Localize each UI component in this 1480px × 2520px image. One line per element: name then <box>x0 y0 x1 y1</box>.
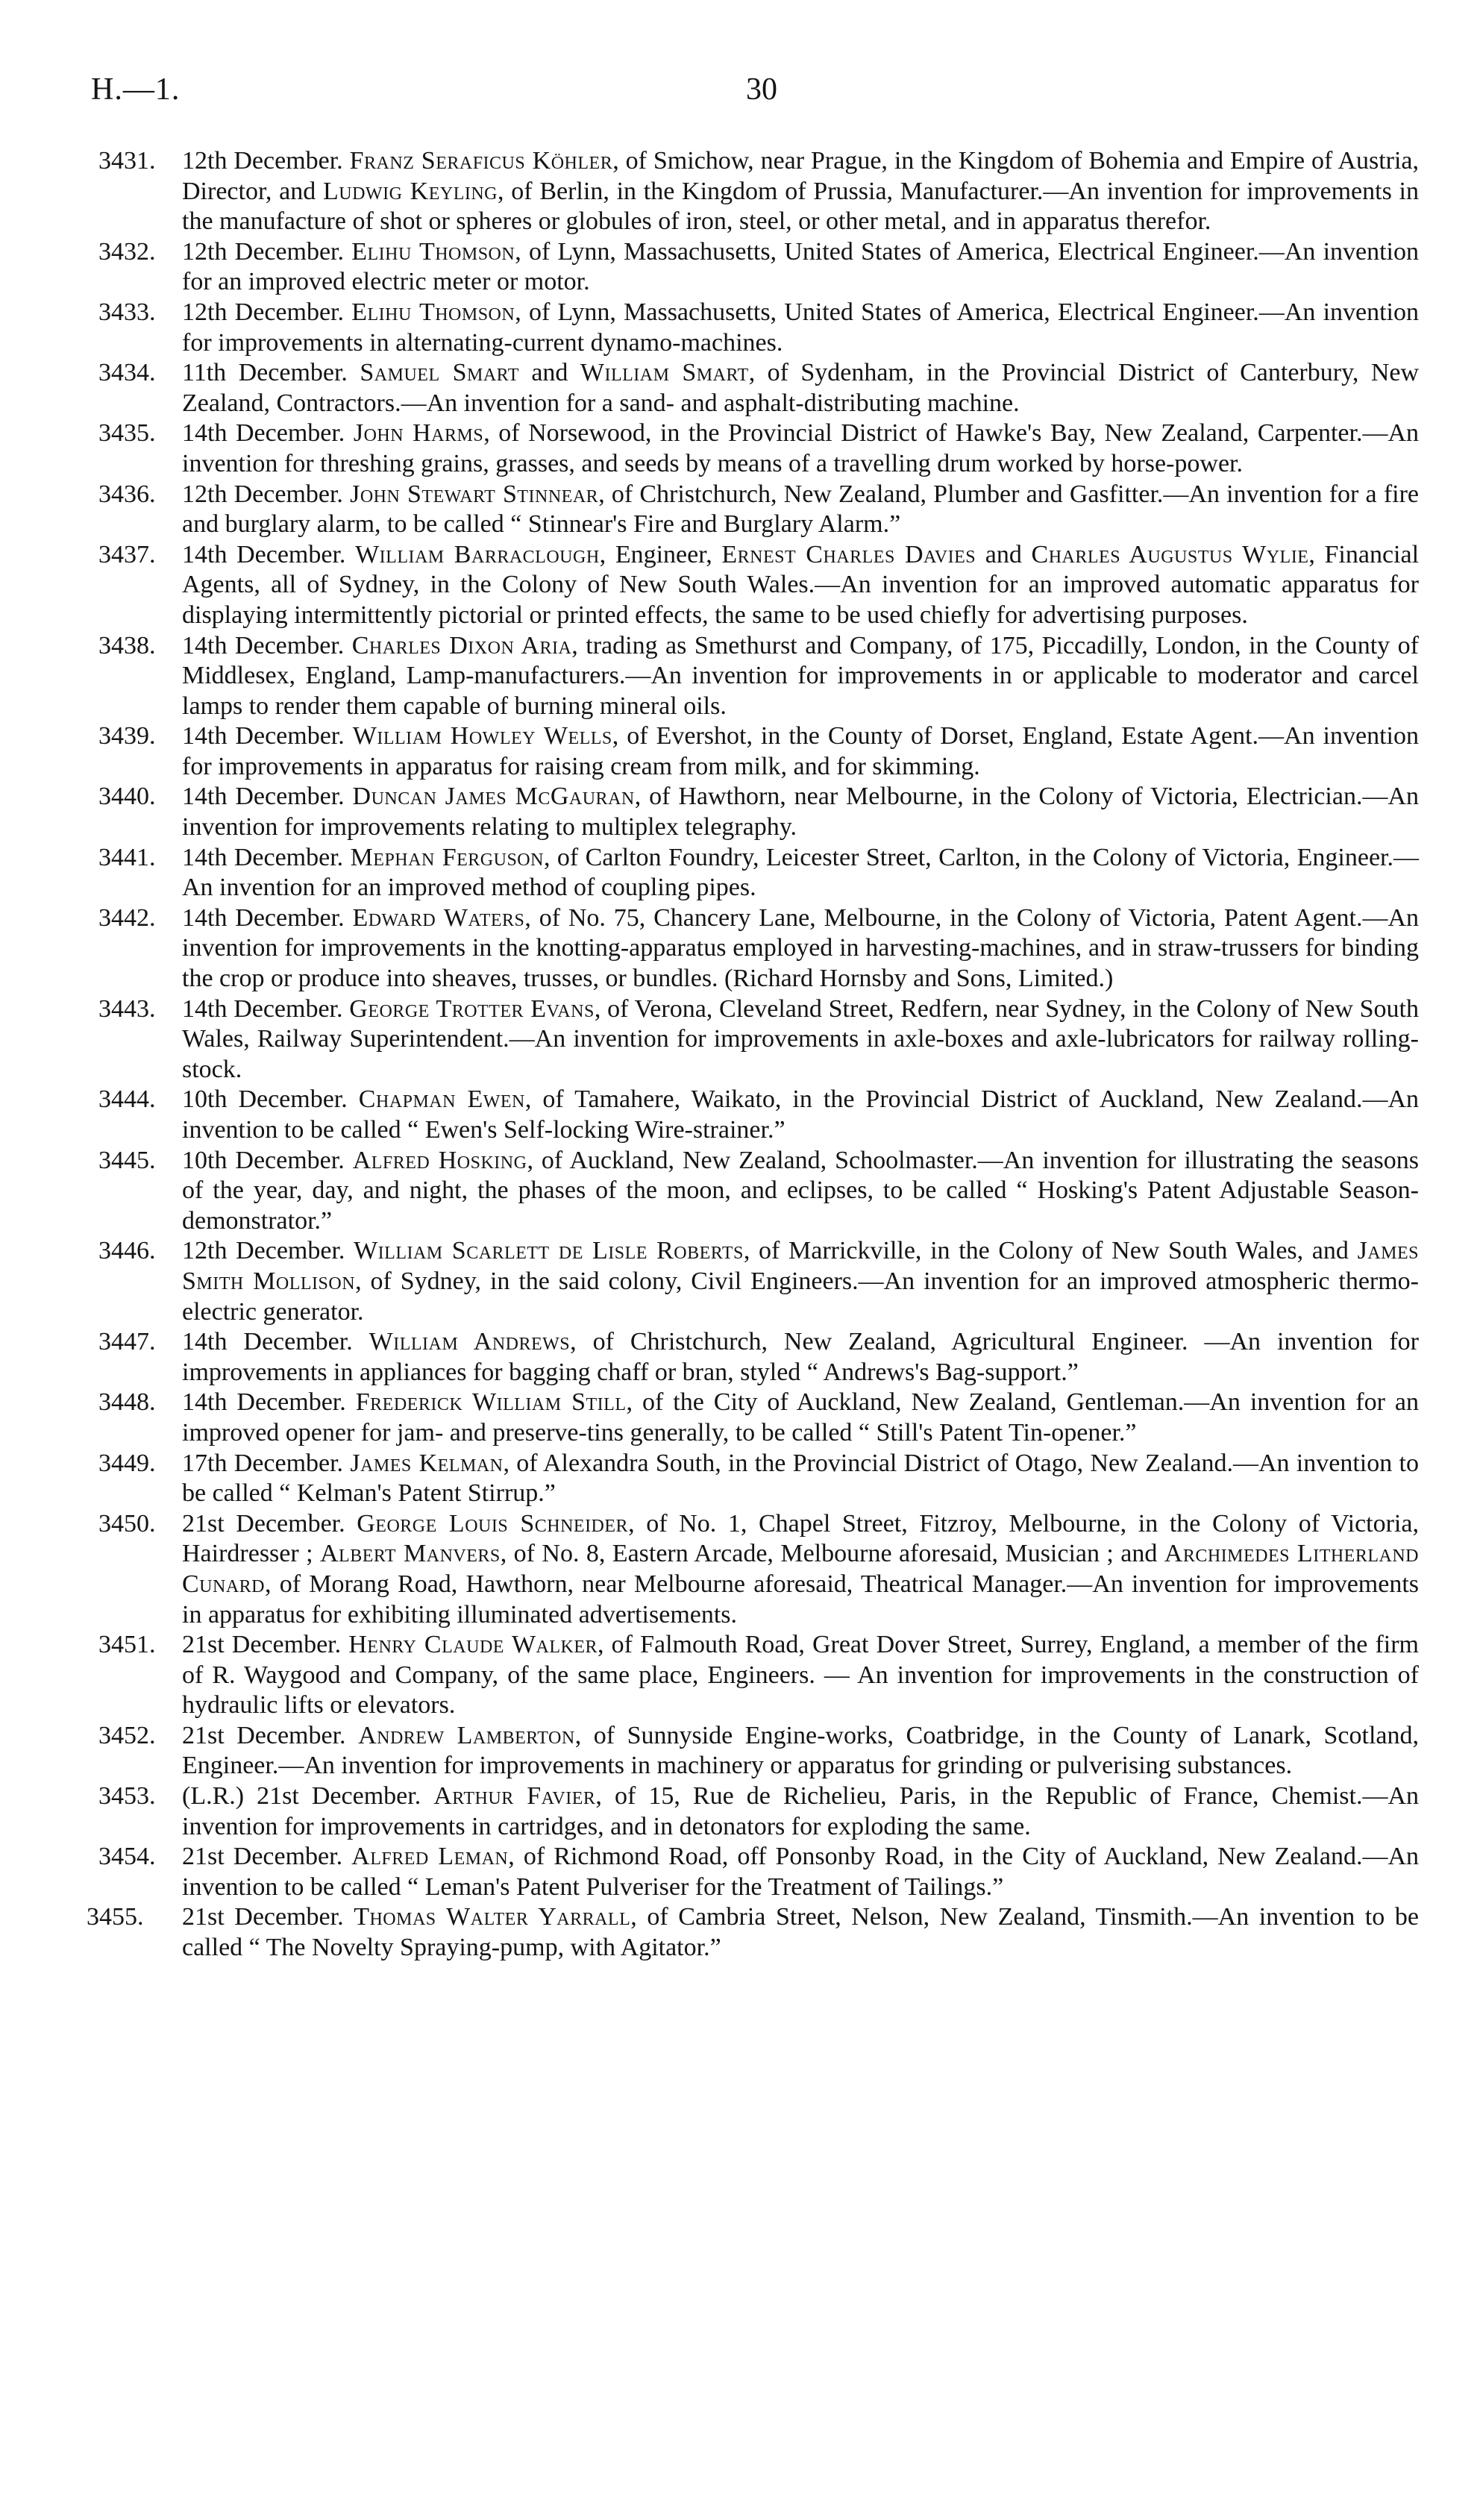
entry-text <box>182 1388 1419 1447</box>
entry-text-segment: , of Christchurch, New Zealand, Agricultural Engineer. —An invention for improvements in appliances for bagging chaff or bran, styled “ Andrews's Bag-support.” <box>182 1328 1419 1386</box>
entry-text-segment: , of Sunnyside Engine-works, Coatbridge, in the County of Lanark, Scotland, Engineer.—An invention for improvements in machinery or apparatus for grinding or pulverising substances. <box>182 1721 1419 1780</box>
patent-entry <box>91 1721 1419 1781</box>
entry-text <box>182 147 1419 235</box>
entry-text-segment: , Financial Agents, all of Sydney, in the Colony of New South Wales.—An invention for an improved automatic apparatus for displaying intermittently pictorial or printed effects, the same to be used chiefly for advertising purposes. <box>182 540 1420 629</box>
applicant-name: Elihu Thomson <box>351 237 515 266</box>
applicant-name: George Trotter Evans <box>349 994 595 1023</box>
entry-text <box>182 1903 1419 1961</box>
patent-entries-list <box>87 146 1420 1963</box>
entry-text-segment: , of Sydenham, in the Provincial District of Canterbury, New Zealand, Contractors.—An invention for a sand- and asphalt-distributing machine. <box>182 359 1420 417</box>
entry-text-segment: , of No. 8, Eastern Arcade, Melbourne aforesaid, Musician ; and <box>500 1540 1164 1568</box>
entry-number: 3447. <box>98 1328 156 1356</box>
entry-text-segment: 10th December. <box>182 1085 359 1114</box>
applicant-name: Andrew Lamberton <box>358 1721 575 1749</box>
applicant-name: James Kelman <box>350 1449 504 1477</box>
entry-number: 3440. <box>98 783 156 811</box>
applicant-name: William Andrews <box>369 1328 571 1356</box>
entry-text <box>182 844 1419 902</box>
entry-text-segment: , of Richmond Road, off Ponsonby Road, in the City of Auckland, New Zealand.—An invention to be called “ Leman's Patent Pulveriser for the Treatment of Tailings.” <box>182 1843 1419 1901</box>
entry-text-segment: 12th December. <box>182 237 352 266</box>
applicant-name: William Scarlett de Lisle Roberts <box>354 1237 744 1265</box>
patent-entry <box>91 1327 1419 1388</box>
applicant-name: William Barraclough <box>355 540 600 568</box>
entry-text <box>182 1328 1419 1386</box>
entry-text-segment: 14th December. <box>182 843 351 871</box>
entry-text-segment: and <box>976 540 1032 568</box>
entry-text-segment: , of No. 1, Chapel Street, Fitzroy, Melbourne, in the Colony of Victoria, Hairdresser ; <box>182 1509 1419 1568</box>
entry-text <box>182 419 1419 477</box>
page-number: 30 <box>746 72 777 107</box>
patent-entry <box>91 1781 1419 1842</box>
entry-text-segment: 21st December. <box>182 1721 359 1749</box>
entry-text <box>182 1843 1419 1901</box>
entry-number: 3442. <box>98 903 156 932</box>
patent-entry <box>91 843 1419 903</box>
entry-number: 3450. <box>98 1509 156 1538</box>
entry-number: 3451. <box>98 1631 156 1659</box>
entry-number: 3434. <box>98 359 156 387</box>
entry-number: 3438. <box>98 631 156 659</box>
entry-text-segment: 12th December. <box>182 147 350 175</box>
entry-text-segment: , of the City of Auckland, New Zealand, Gentleman.—An invention for an improved opener for jam- and preserve-tins generally, to be called “ Still's Patent Tin-opener.” <box>182 1388 1419 1447</box>
entry-text-segment: (L.R.) 21st December. <box>182 1782 434 1811</box>
entry-text-segment: 21st December. <box>182 1509 357 1538</box>
entry-text-segment: , of 15, Rue de Richelieu, Paris, in the Republic of France, Chemist.—An invention for improvements in cartridges, and in detonators for exploding the same. <box>182 1782 1419 1840</box>
entry-text <box>182 1722 1419 1780</box>
patent-entry <box>91 540 1419 631</box>
patent-entry <box>91 903 1419 994</box>
entry-text-segment: 11th December. <box>182 359 360 387</box>
entry-text-segment: , of Tamahere, Waikato, in the Provincial District of Auckland, New Zealand.—An invention to be called “ Ewen's Self-locking Wire-strainer.” <box>182 1085 1419 1144</box>
entry-number: 3436. <box>98 480 156 508</box>
entry-text-segment: , of Cambria Street, Nelson, New Zealand, Tinsmith.—An invention to be called “ The Novelty Spraying-pump, with Agitator.” <box>182 1903 1419 1962</box>
entry-text-segment: 14th December. <box>182 1328 369 1356</box>
entry-number: 3454. <box>98 1843 156 1871</box>
entry-text-segment: , of Evershot, in the County of Dorset, England, Estate Agent.—An invention for improvements in apparatus for raising cream from milk, and for skimming. <box>182 722 1419 780</box>
entry-text <box>182 298 1419 357</box>
patent-entry <box>91 721 1419 782</box>
entry-text <box>182 722 1419 780</box>
patent-entry <box>91 631 1419 722</box>
applicant-name: Edward Waters <box>352 903 525 932</box>
entry-text-segment: 10th December. <box>182 1146 353 1174</box>
applicant-name: Arthur Favier <box>433 1782 596 1811</box>
entry-number: 3453. <box>98 1782 156 1811</box>
entry-text-segment: , of Verona, Cleveland Street, Redfern, near Sydney, in the Colony of New South Wales, Railway Superintendent.—An invention for improvements in axle-boxes and axle-lubricators for railway rolling-stock. <box>182 994 1419 1083</box>
entry-text-segment: 12th December. <box>182 298 352 326</box>
entry-text <box>182 783 1419 841</box>
patent-entry <box>91 1388 1419 1448</box>
entry-number: 3439. <box>98 722 156 750</box>
applicant-name: John Harms <box>353 419 484 448</box>
patent-entry <box>91 782 1419 842</box>
entry-text-segment: , of Falmouth Road, Great Dover Street, Surrey, England, a member of the firm of R. Waygood and Company, of the same place, Engineers. — An invention for improvements in the construction of hydraulic lifts or elevators. <box>182 1631 1419 1720</box>
entry-number: 3455. <box>87 1903 144 1931</box>
patent-entry <box>91 1630 1419 1721</box>
entry-text-segment: , of Lynn, Massachusetts, United States of America, Electrical Engineer.—An invention for improvements in alternating-current dynamo-machines. <box>182 298 1419 357</box>
entry-number: 3433. <box>98 298 156 326</box>
patent-entry <box>91 480 1419 540</box>
entry-text <box>182 1449 1419 1508</box>
applicant-name: Archimedes Litherland Cunard <box>182 1540 1420 1598</box>
applicant-name: Albert Manvers <box>319 1540 501 1568</box>
entry-text-segment: , of No. 75, Chancery Lane, Melbourne, in the Colony of Victoria, Patent Agent.—An invention for improvements in the knotting-apparatus employed in harvesting-machines, and in straw-trussers for binding the crop or produce into sheaves, trusses, or bundles. (Richard Hornsby and Sons, Limited.) <box>182 903 1419 993</box>
entry-text <box>182 1782 1419 1840</box>
applicant-name: Franz Seraficus Köhler <box>349 147 613 175</box>
applicant-name: Samuel Smart <box>360 359 519 387</box>
entry-text <box>182 904 1419 992</box>
entry-text-segment: 21st December. <box>182 1843 352 1871</box>
entry-text-segment: 14th December. <box>182 540 356 568</box>
entry-number: 3431. <box>98 147 156 175</box>
entry-text <box>182 359 1419 417</box>
entry-text <box>182 1085 1419 1144</box>
applicant-name: John Stewart Stinnear <box>350 480 599 508</box>
applicant-name: Henry Claude Walker <box>348 1631 598 1659</box>
applicant-name: James Smith Mollison <box>182 1237 1419 1295</box>
entry-text-segment: 12th December. <box>182 1237 354 1265</box>
patent-entry <box>91 237 1419 298</box>
entry-number: 3437. <box>98 540 156 568</box>
entry-text <box>182 1631 1419 1719</box>
entry-text-segment: 21st December. <box>182 1631 349 1659</box>
entry-text-segment: , of Hawthorn, near Melbourne, in the Colony of Victoria, Electrician.—An invention for improvements relating to multiplex telegraphy. <box>182 783 1419 841</box>
entry-number: 3452. <box>98 1721 156 1749</box>
entry-number: 3449. <box>98 1449 156 1477</box>
patent-entry <box>91 146 1419 237</box>
entry-text-segment: 14th December. <box>182 1388 356 1417</box>
entry-text <box>182 238 1419 296</box>
entry-text-segment: 12th December. <box>182 480 351 508</box>
entry-number: 3444. <box>98 1085 156 1114</box>
applicant-name: Mephan Ferguson <box>350 843 544 871</box>
applicant-name: Charles Augustus Wylie <box>1031 540 1309 568</box>
entry-text-segment: and <box>518 359 580 387</box>
applicant-name: Ernest Charles Davies <box>721 540 976 568</box>
applicant-name: Alfred Hosking <box>352 1146 527 1174</box>
entry-text-segment: , of Norsewood, in the Provincial District of Hawke's Bay, New Zealand, Carpenter.—An invention for threshing grains, grasses, and seeds by means of a travelling drum worked by horse-power. <box>182 419 1419 477</box>
applicant-name: Ludwig Keyling <box>323 177 498 205</box>
entry-text-segment: , Engineer, <box>599 540 722 568</box>
entry-text-segment: , of Marrickville, in the Colony of New South Wales, and <box>743 1237 1358 1265</box>
applicant-name: Duncan James McGauran <box>352 783 635 811</box>
patent-entry <box>91 1449 1419 1509</box>
applicant-name: William Smart <box>580 359 749 387</box>
entry-text-segment: , of Christchurch, New Zealand, Plumber and Gasfitter.—An invention for a fire and burglary alarm, to be called “ Stinnear's Fire and Burglary Alarm.” <box>182 480 1419 539</box>
page-header <box>91 72 1419 116</box>
patent-entry <box>91 1509 1419 1630</box>
entry-text-segment: , trading as Smethurst and Company, of 175, Piccadilly, London, in the County of Middlesex, England, Lamp-manufacturers.—An invention for improvements in or applicable to moderator and carcel lamps to render them capable of burning mineral oils. <box>182 631 1419 720</box>
entry-text-segment: 14th December. <box>182 783 353 811</box>
entry-number: 3432. <box>98 237 156 266</box>
entry-text <box>182 480 1419 539</box>
applicant-name: William Howley Wells <box>352 722 612 750</box>
entry-text <box>182 1147 1419 1235</box>
patent-entry <box>87 1902 1419 1963</box>
patent-entry <box>91 1236 1419 1327</box>
entry-text <box>182 1237 1419 1325</box>
patent-entry <box>91 1842 1419 1902</box>
applicant-name: Alfred Leman <box>351 1843 509 1871</box>
entry-text <box>182 541 1419 629</box>
patent-entry <box>91 994 1419 1085</box>
entry-text-segment: 14th December. <box>182 631 352 659</box>
entry-text-segment: , of Carlton Foundry, Leicester Street, Carlton, in the Colony of Victoria, Engineer.—An invention for an improved method of coupling pipes. <box>182 843 1419 902</box>
applicant-name: Chapman Ewen <box>358 1085 525 1114</box>
entry-text-segment: 21st December. <box>182 1903 354 1931</box>
entry-text-segment: , of Auckland, New Zealand, Schoolmaster.—An invention for illustrating the seasons of the year, day, and night, the phases of the moon, and eclipses, to be called “ Hosking's Patent Adjustable Season-demonstrator.” <box>182 1146 1419 1235</box>
entry-number: 3435. <box>98 419 156 448</box>
patent-entry <box>91 358 1419 419</box>
applicant-name: Elihu Thomson <box>351 298 515 326</box>
entry-text <box>182 632 1419 720</box>
entry-text-segment: , of Sydney, in the said colony, Civil Engineers.—An invention for an improved atmospheric thermo-electric generator. <box>182 1267 1420 1326</box>
entry-text-segment: , of Alexandra South, in the Provincial District of Otago, New Zealand.—An invention to be called “ Kelman's Patent Stirrup.” <box>182 1449 1419 1508</box>
entry-number: 3448. <box>98 1388 156 1417</box>
entry-text-segment: , of Berlin, in the Kingdom of Prussia, Manufacturer.—An invention for improvements in the manufacture of shot or spheres or globules of iron, steel, or other metal, and in apparatus therefor. <box>182 177 1419 236</box>
applicant-name: Frederick William Still <box>355 1388 627 1417</box>
document-reference: H.—1. <box>91 72 181 107</box>
entry-text-segment: 14th December. <box>182 419 354 448</box>
entry-text-segment: 14th December. <box>182 903 353 932</box>
entry-text-segment: , of Morang Road, Hawthorn, near Melbourne aforesaid, Theatrical Manager.—An invention for improvements in apparatus for exhibiting illuminated advertisements. <box>182 1570 1419 1629</box>
applicant-name: Thomas Walter Yarrall <box>354 1903 631 1931</box>
applicant-name: Charles Dixon Aria <box>351 631 572 659</box>
patent-entry <box>91 419 1419 479</box>
entry-number: 3446. <box>98 1237 156 1265</box>
entry-text-segment: 17th December. <box>182 1449 351 1477</box>
patent-entry <box>91 298 1419 358</box>
entry-text-segment: , of Lynn, Massachusetts, United States of America, Electrical Engineer.—An invention for an improved electric meter or motor. <box>182 237 1419 296</box>
entry-text-segment: 14th December. <box>182 994 350 1023</box>
entry-text-segment: , of Smichow, near Prague, in the Kingdom of Bohemia and Empire of Austria, Director, and <box>182 147 1419 205</box>
entry-text <box>182 995 1419 1083</box>
patent-entry <box>91 1146 1419 1237</box>
entry-number: 3441. <box>98 843 156 871</box>
entry-number: 3443. <box>98 994 156 1023</box>
applicant-name: George Louis Schneider <box>357 1509 629 1538</box>
entry-text-segment: 14th December. <box>182 722 353 750</box>
entry-text <box>182 1510 1419 1629</box>
entry-number: 3445. <box>98 1146 156 1174</box>
patent-entry <box>91 1085 1419 1145</box>
